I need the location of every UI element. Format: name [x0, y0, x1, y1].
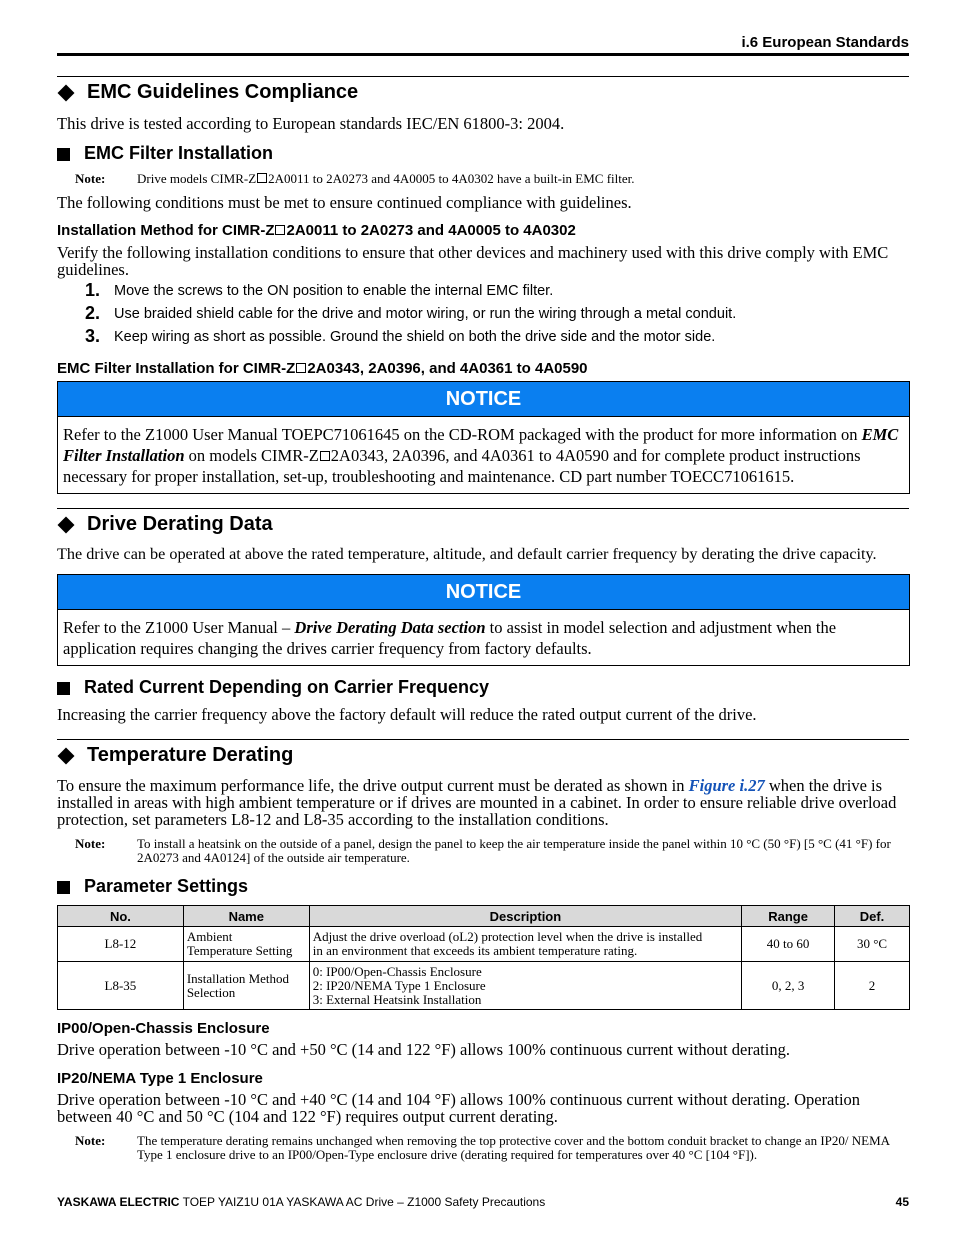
paragraph: Drive operation between -10 °C and +40 °C (14 and 104 °F) allows 100% continuous current without derating. Operation between 40 °C and 50 °C (104 and 122 °F) requires output current derating. — [57, 1090, 861, 1126]
subsection-title: EMC Filter Installation — [84, 143, 274, 163]
running-header: i.6 European Standards — [741, 34, 909, 51]
step-text: Move the screws to the ON position to enable the internal EMC filter. — [114, 283, 554, 299]
subsection-heading-carrier — [57, 677, 489, 698]
column-header: Name — [183, 906, 309, 927]
note-text: To install a heatsink on the outside of a panel, design the panel to keep the air temperature inside the panel within 10 °C (50 °F) [5 °C (41 °F) for 2A0273 and 4A0124] of the outside air temperature. — [137, 836, 891, 865]
step-text: Keep wiring as short as possible. Ground the shield on both the drive side and the motor side. — [114, 329, 716, 345]
header-rule — [57, 53, 909, 56]
square-bullet-icon — [57, 881, 70, 894]
section-rule — [57, 508, 909, 509]
section-title: Drive Derating Data — [87, 513, 273, 535]
diamond-bullet-icon — [58, 84, 75, 101]
subsection-heading-params — [57, 876, 248, 897]
checkbox-glyph-icon — [296, 363, 306, 373]
minor-heading-ip20: IP20/NEMA Type 1 Enclosure — [57, 1070, 263, 1087]
notice-heading: NOTICE — [58, 575, 909, 610]
page-number: 45 — [895, 1195, 909, 1209]
section-rule — [57, 739, 909, 740]
notice-heading: NOTICE — [58, 382, 909, 417]
param-name: Installation Method Selection — [183, 962, 309, 1010]
note-text: Drive models CIMR-Z 2A0011 to 2A0273 and 4A0005 to 4A0302 have a built-in EMC filter. — [137, 171, 635, 186]
parameter-table — [57, 905, 910, 1010]
note-label: Note: — [75, 171, 106, 186]
column-header: No. — [58, 906, 184, 927]
section-heading-derating — [57, 513, 273, 536]
section-title: EMC Guidelines Compliance — [87, 81, 359, 103]
paragraph: Increasing the carrier frequency above the factory default will reduce the rated output current of the drive. — [57, 705, 757, 724]
notice-text: Refer to the Z1000 User Manual – Drive Derating Data section to assist in model selection and adjustment when the application requires changing the drives carrier frequency from factory defaults. — [63, 618, 837, 658]
section-rule — [57, 76, 909, 77]
step-number: 1. — [85, 280, 101, 300]
footer-brand: YASKAWA ELECTRIC — [57, 1195, 180, 1209]
minor-heading-ip00: IP00/Open-Chassis Enclosure — [57, 1020, 270, 1037]
param-number: L8-35 — [58, 962, 184, 1010]
column-header: Range — [742, 906, 835, 927]
notice-text: Refer to the Z1000 User Manual TOEPC71061645 on the CD-ROM packaged with the product for more information on EMC Filter Installation on models CIMR-Z 2A0343, 2A0396, and 4A0361 to 4A0590 and for complete product instructions necessary for proper installation, set-up, troubleshooting and maintenance. CD part number TOECC71061615. — [63, 425, 899, 486]
paragraph: Drive operation between -10 °C and +50 °C (14 and 122 °F) allows 100% continuous current without derating. — [57, 1040, 790, 1059]
paragraph: Verify the following installation conditions to ensure that other devices and machinery used with this drive comply with EMC guidelines. — [57, 243, 889, 279]
table-row — [58, 962, 910, 1010]
step-number: 2. — [85, 303, 101, 323]
step-number: 3. — [85, 326, 101, 346]
paragraph: To ensure the maximum performance life, the drive output current must be derated as shown in Figure i.27 when the drive is installed in areas with high ambient temperature or if drives are mounted in a cabinet. In order to ensure reliable drive overload protection, set parameters L8-12 and L8-35 according to the installation conditions. — [57, 776, 897, 829]
subsection-heading-emc-filter — [57, 143, 273, 164]
footer-doc-title: TOEP YAIZ1U 01A YASKAWA AC Drive – Z1000 Safety Precautions — [179, 1195, 546, 1209]
footer-document-info — [57, 1195, 545, 1209]
param-description: 0: IP00/Open-Chassis Enclosure 2: IP20/NEMA Type 1 Enclosure 3: External Heatsink Installation — [309, 962, 741, 1010]
diamond-bullet-icon — [58, 747, 75, 764]
checkbox-glyph-icon — [320, 451, 330, 461]
note-text: The temperature derating remains unchanged when removing the top protective cover and the bottom conduit bracket to change an IP20/ NEMA Type 1 enclosure drive to an IP00/Open-Type enclosure drive (derating required for temperatures over 40 °C [104 °F]). — [137, 1133, 890, 1162]
param-name: Ambient Temperature Setting — [183, 927, 309, 962]
param-range: 0, 2, 3 — [742, 962, 835, 1010]
paragraph: The drive can be operated at above the rated temperature, altitude, and default carrier frequency by derating the drive capacity. — [57, 545, 877, 563]
checkbox-glyph-icon — [257, 173, 267, 183]
param-default: 2 — [835, 962, 910, 1010]
param-description: Adjust the drive overload (oL2) protection level when the drive is installed in an environment that exceeds its ambient temperature rating. — [309, 927, 741, 962]
subsection-title: Rated Current Depending on Carrier Frequency — [84, 677, 490, 697]
table-row — [58, 927, 910, 962]
note-label: Note: — [75, 836, 106, 851]
notice-box — [57, 574, 910, 666]
figure-link[interactable]: Figure i.27 — [688, 776, 765, 795]
square-bullet-icon — [57, 682, 70, 695]
paragraph: The following conditions must be met to ensure continued compliance with guidelines. — [57, 193, 632, 212]
note-label: Note: — [75, 1133, 106, 1148]
param-number: L8-12 — [58, 927, 184, 962]
minor-heading-filter-install: EMC Filter Installation for CIMR-Z 2A0343, 2A0396, and 4A0361 to 4A0590 — [57, 360, 588, 377]
minor-heading-install-method: Installation Method for CIMR-Z 2A0011 to 2A0273 and 4A0005 to 4A0302 — [57, 222, 576, 239]
param-default: 30 °C — [835, 927, 910, 962]
paragraph: This drive is tested according to European standards IEC/EN 61800-3: 2004. — [57, 114, 565, 133]
notice-box — [57, 381, 910, 494]
column-header: Def. — [835, 906, 910, 927]
section-title: Temperature Derating — [87, 744, 294, 766]
subsection-title: Parameter Settings — [84, 876, 249, 896]
square-bullet-icon — [57, 148, 70, 161]
section-heading-temperature — [57, 744, 293, 767]
section-heading-emc — [57, 81, 358, 104]
diamond-bullet-icon — [58, 516, 75, 533]
checkbox-glyph-icon — [275, 225, 285, 235]
column-header: Description — [309, 906, 741, 927]
table-header-row — [58, 906, 910, 927]
param-range: 40 to 60 — [742, 927, 835, 962]
step-text: Use braided shield cable for the drive and motor wiring, or run the wiring through a metal conduit. — [114, 306, 737, 322]
